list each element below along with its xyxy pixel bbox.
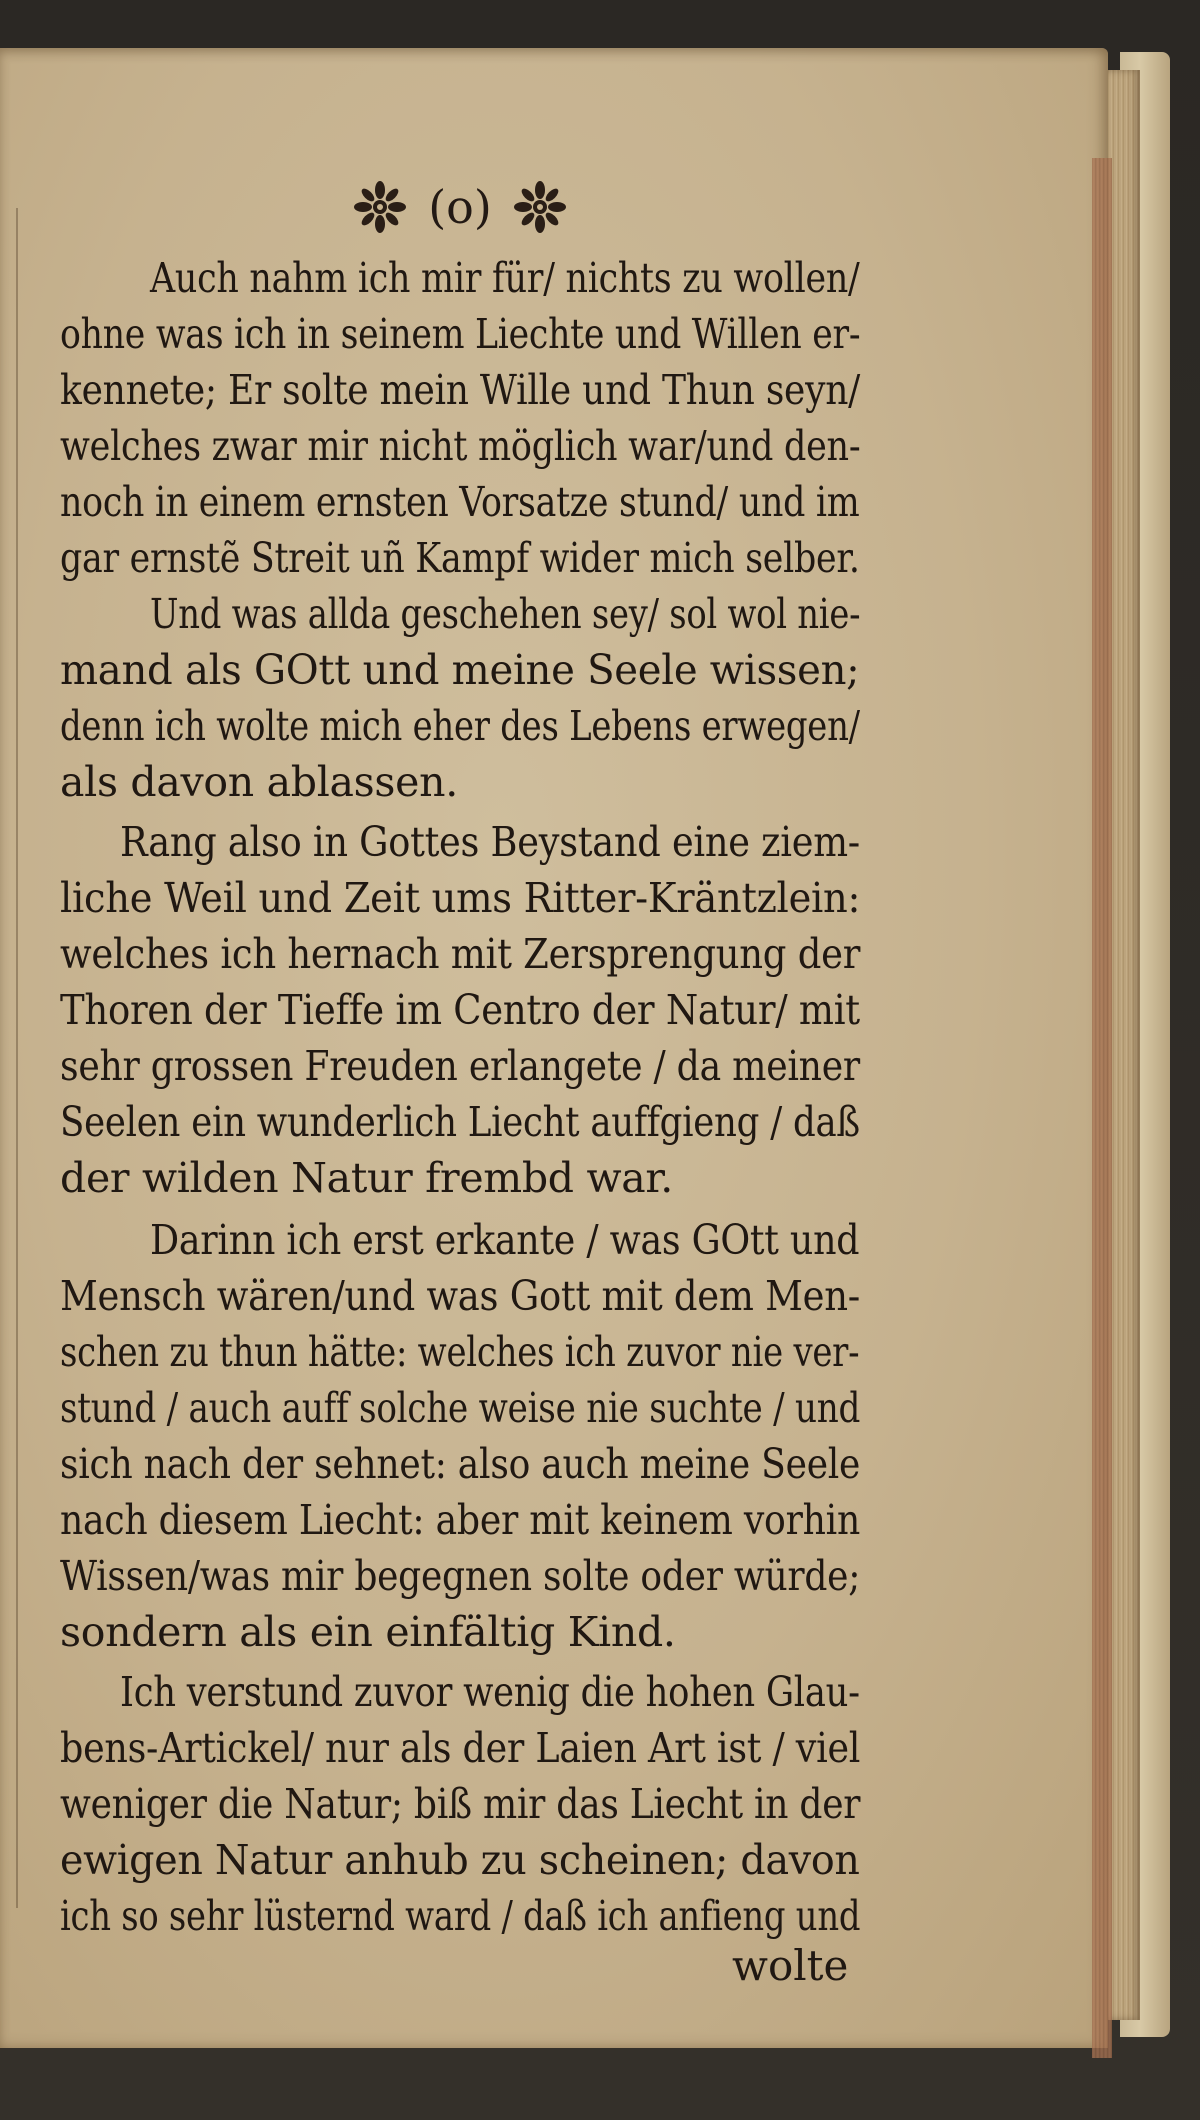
text-line: der wilden Natur frembd war. [60, 1154, 673, 1202]
red-page-edge [1092, 158, 1112, 2058]
page-number: (o) [428, 180, 492, 234]
text-line: liche Weil und Zeit ums Ritter-Kräntzlein: [60, 874, 861, 922]
text-line: gar ernstẽ Streit uñ Kampf wider mich selber. [60, 534, 860, 582]
text-line: schen zu thun hätte: welches ich zuvor nie ver- [60, 1328, 860, 1376]
text-line: ewigen Natur anhub zu scheinen; davon [60, 1836, 860, 1884]
text-line: Und was allda geschehen sey/ sol wol nie- [150, 590, 861, 638]
page-header [340, 172, 580, 242]
flower-ornament-icon [514, 181, 566, 233]
gutter-shadow [16, 208, 18, 1908]
text-line: denn ich wolte mich eher des Lebens erwegen/ [60, 702, 860, 750]
text-line: Ich verstund zuvor wenig die hohen Glau- [120, 1668, 860, 1716]
text-line: stund / auch auff solche weise nie suchte / und [60, 1384, 861, 1432]
text-line: welches zwar mir nicht möglich war/und den- [60, 422, 861, 470]
text-line: Rang also in Gottes Beystand eine ziem- [120, 818, 860, 866]
text-line: bens-Artickel/ nur als der Laien Art ist / viel [60, 1724, 861, 1772]
flower-ornament-icon [354, 181, 406, 233]
text-line: nach diesem Liecht: aber mit keinem vorhin [60, 1496, 861, 1544]
text-line: Thoren der Tieffe im Centro der Natur/ mit [60, 986, 860, 1034]
text-line: ich so sehr lüsternd ward / daß ich anfieng und [60, 1892, 861, 1940]
text-line: Darinn ich erst erkante / was GOtt und [150, 1216, 860, 1264]
text-line: als davon ablassen. [60, 758, 458, 806]
text-line: Auch nahm ich mir für/ nichts zu wollen/ [150, 254, 860, 302]
text-line: welches ich hernach mit Zersprengung der [60, 930, 861, 978]
text-line: mand als GOtt und meine Seele wissen; [60, 646, 860, 694]
text-line: noch in einem ernsten Vorsatze stund/ und im [60, 478, 860, 526]
text-line: Seelen ein wunderlich Liecht auffgieng / daß [60, 1098, 860, 1146]
text-line: ohne was ich in seinem Liechte und Willen er- [60, 310, 861, 358]
catchword: wolte [732, 1941, 849, 1990]
text-line: sondern als ein einfältig Kind. [60, 1608, 676, 1656]
text-line: sich nach der sehnet: also auch meine Seele [60, 1440, 861, 1488]
text-line: weniger die Natur; biß mir das Liecht in der [60, 1780, 861, 1828]
text-line: kennete; Er solte mein Wille und Thun seyn/ [60, 366, 861, 414]
text-line: Wissen/was mir begegnen solte oder würde; [60, 1552, 861, 1600]
text-line: Mensch wären/und was Gott mit dem Men- [60, 1272, 860, 1320]
text-line: sehr grossen Freuden erlangete / da meiner [60, 1042, 860, 1090]
